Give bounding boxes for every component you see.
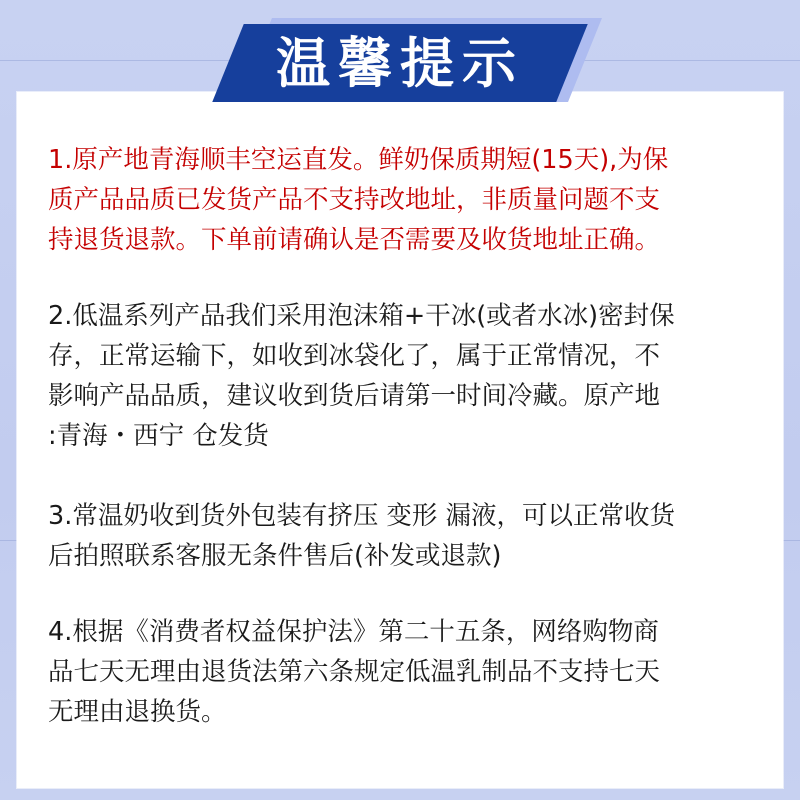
notice-line: 持退货退款。下单前请确认是否需要及收货地址正确。: [48, 225, 661, 255]
page-title: 温馨提示: [276, 31, 524, 95]
notice-line: 存，正常运输下，如收到冰袋化了，属于正常情况，不: [48, 341, 661, 371]
notice-line: 3.常温奶收到货外包装有挤压 变形 漏液，可以正常收货: [48, 501, 676, 531]
notice-line: 影响产品品质，建议收到货后请第一时间冷藏。原产地: [48, 381, 661, 411]
notice-line: 1.原产地青海顺丰空运直发。鲜奶保质期短(15天),为保: [48, 145, 669, 175]
notice-line: :青海・西宁 仓发货: [48, 421, 269, 451]
notice-line: 4.根据《消费者权益保护法》第二十五条，网络购物商: [48, 617, 659, 647]
notice-item-3: [48, 496, 762, 576]
notice-item-4: [48, 612, 762, 732]
notice-line: 后拍照联系客服无条件售后(补发或退款): [48, 541, 502, 571]
notice-line: 2.低温系列产品我们采用泡沫箱+干冰(或者水冰)密封保: [48, 301, 675, 331]
notice-line: 品七天无理由退货法第六条规定低温乳制品不支持七天: [48, 657, 661, 687]
notice-item-2: [48, 296, 762, 456]
notice-item-1: [48, 140, 762, 260]
notice-line: 质产品品质已发货产品不支持改地址，非质量问题不支: [48, 185, 661, 215]
notice-line: 无理由退换货。: [48, 697, 227, 727]
